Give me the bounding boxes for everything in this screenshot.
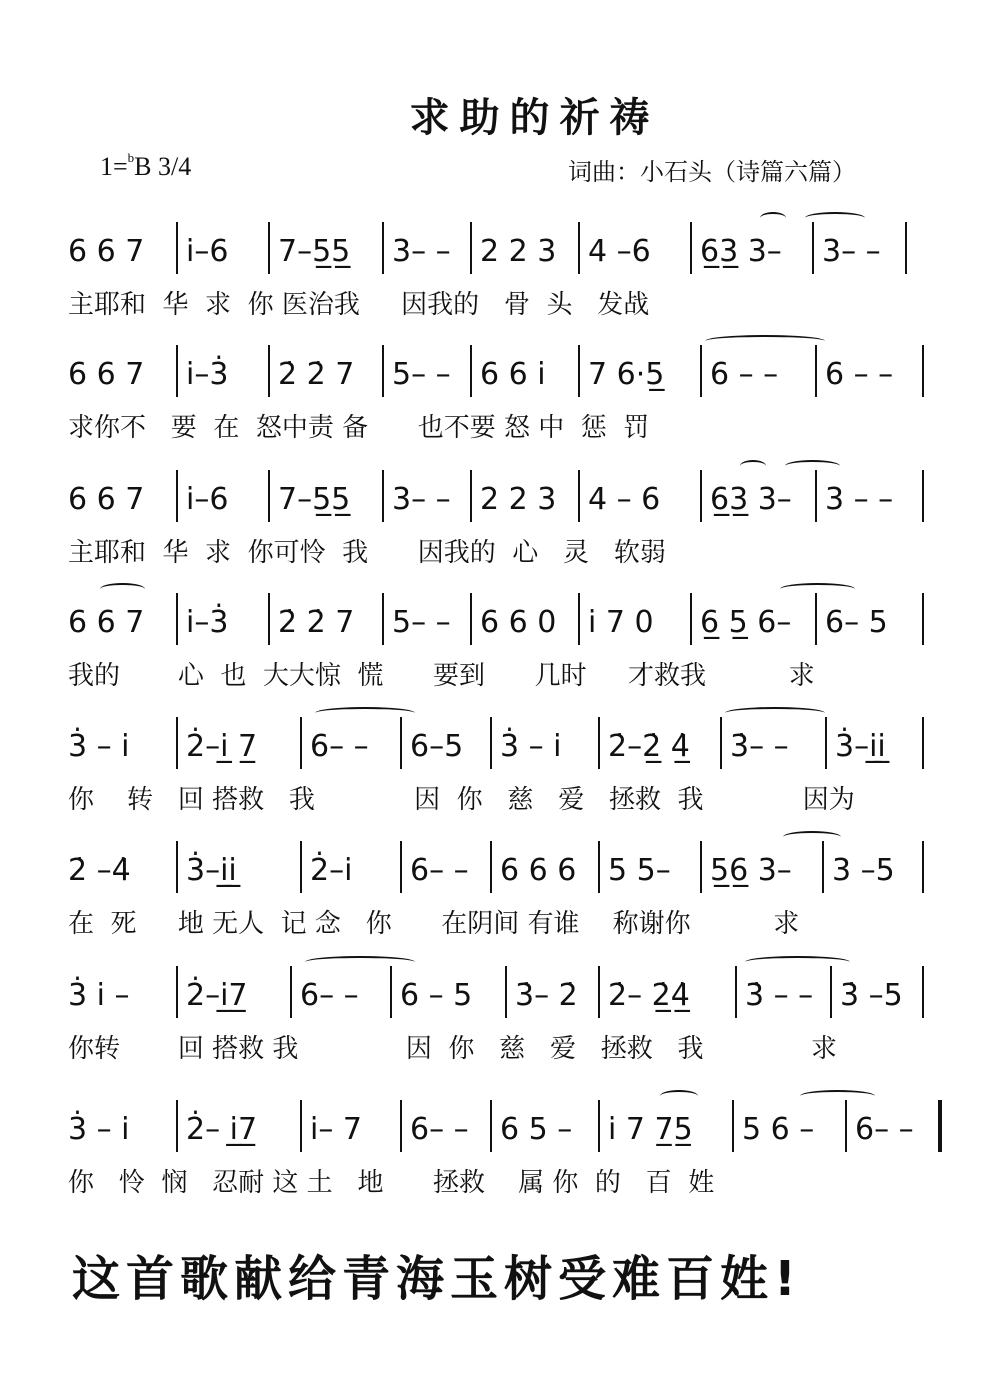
lyrics-line: 求你不 要 在 怒中责 备 也不要 怒 中 惩 罚	[68, 413, 650, 443]
measure	[186, 1106, 296, 1154]
measure	[186, 351, 264, 399]
barline	[176, 841, 178, 893]
tie-slur	[705, 335, 825, 347]
measure	[588, 599, 686, 647]
measure	[588, 228, 686, 276]
barline	[382, 470, 384, 522]
measure-notes: 6– 5	[825, 605, 888, 640]
measure	[822, 228, 901, 276]
notation-system-3	[0, 470, 989, 590]
measure-notes: 6 6 i̇	[480, 357, 546, 392]
barline	[176, 1100, 178, 1152]
barline	[815, 470, 817, 522]
barline	[598, 841, 600, 893]
measure	[68, 351, 162, 399]
tie-slur	[800, 1090, 875, 1102]
measure-notes: 6 – –	[825, 357, 894, 392]
key-prefix: 1=	[100, 152, 128, 181]
measure-notes: 7–5̲5̲	[278, 482, 351, 517]
barline	[470, 222, 472, 274]
barline	[505, 966, 507, 1018]
measure-notes: i̇–3̇	[186, 357, 229, 392]
measure-notes: i̇–6	[186, 234, 229, 269]
flat-sign: b	[127, 150, 135, 165]
measure-notes: 6 – 5	[400, 978, 473, 1013]
measure	[278, 351, 378, 399]
measure	[278, 476, 378, 524]
barline	[690, 222, 692, 274]
measure	[588, 476, 696, 524]
barline	[300, 1100, 302, 1152]
measure	[515, 972, 594, 1020]
measure-notes: 6̲3̲ 3–	[710, 482, 792, 517]
lyrics-line: 在 死 地 无人 记 念 你 在阴间 有谁 称谢你 求	[68, 909, 800, 939]
notes-row	[0, 1100, 989, 1160]
notes-row	[0, 841, 989, 901]
measure-notes: 6 6 7	[68, 234, 145, 269]
key-signature	[100, 152, 191, 182]
measure-notes: i̇–3̇	[186, 605, 229, 640]
measure	[480, 228, 574, 276]
barline	[268, 345, 270, 397]
barline	[700, 345, 702, 397]
tie-slur	[725, 707, 825, 719]
measure	[310, 1106, 396, 1154]
tie-slur	[315, 707, 415, 719]
lyrics-line: 我的 心 也 大大惊 慌 要到 几时 才救我 求	[68, 661, 815, 691]
measure-notes: 3̇ – i̇	[500, 729, 562, 764]
barline	[598, 717, 600, 769]
measure-notes: 2̇–i̲̇ 7̲	[186, 729, 258, 764]
measure-notes: 6–5	[410, 729, 464, 764]
measure-notes: 6 – –	[710, 357, 779, 392]
measure-notes: 7–5̲5̲	[278, 234, 351, 269]
barline	[598, 966, 600, 1018]
measure	[700, 599, 811, 647]
lyrics-line: 主耶和 华 求 你 医治我 因我的 骨 头 发战	[68, 290, 650, 320]
barline	[390, 966, 392, 1018]
measure	[608, 723, 716, 771]
measure-notes: 2̇–i̇	[310, 853, 353, 888]
measure-notes: 3– –	[392, 234, 451, 269]
measure	[608, 1106, 728, 1154]
barline	[700, 841, 702, 893]
measure-notes: 3̇– 2̇	[515, 978, 578, 1013]
barline	[176, 222, 178, 274]
notes-row	[0, 470, 989, 530]
measure-notes: 6– –	[410, 853, 469, 888]
barline	[598, 1100, 600, 1152]
barline	[830, 966, 832, 1018]
notes-row	[0, 345, 989, 405]
song-title: 求助的祈祷	[409, 94, 660, 141]
barline	[290, 966, 292, 1018]
barline	[470, 593, 472, 645]
barline	[400, 717, 402, 769]
barline	[470, 470, 472, 522]
lyrics-line: 你转 回 搭救 我 因 你 慈 爱 拯救 我 求	[68, 1034, 837, 1064]
notation-system-1	[0, 222, 989, 342]
measure	[186, 723, 296, 771]
barline	[176, 966, 178, 1018]
measure	[825, 599, 918, 647]
measure	[608, 972, 731, 1020]
barline	[578, 593, 580, 645]
lyrics-music-credit: 词曲：小石头（诗篇六篇）	[568, 158, 856, 186]
notation-system-7	[0, 966, 989, 1086]
measure	[840, 972, 918, 1020]
end-barline	[905, 222, 907, 274]
barline	[490, 841, 492, 893]
notation-system-4	[0, 593, 989, 713]
measure	[278, 599, 378, 647]
measure-notes: 3̇ – –	[745, 978, 814, 1013]
measure-notes: 3– –	[392, 482, 451, 517]
measure	[410, 1106, 486, 1154]
tie-slur	[740, 460, 766, 472]
lyrics-line: 你 转 回 搭救 我 因 你 慈 爱 拯救 我 因为	[68, 785, 855, 815]
measure-notes: 5 5–	[608, 853, 671, 888]
notation-system-8	[0, 1100, 989, 1220]
measure	[392, 476, 466, 524]
measure-notes: 4 –6	[588, 234, 651, 269]
measure-notes: 2̇ –4̇	[68, 853, 131, 888]
barline	[578, 222, 580, 274]
measure-notes: 3– –	[822, 234, 881, 269]
measure-notes: i̇ 7 7̲5̲	[608, 1112, 693, 1147]
measure	[186, 228, 264, 276]
barline	[822, 841, 824, 893]
measure	[745, 972, 826, 1020]
measure	[186, 847, 296, 895]
end-barline	[922, 470, 924, 522]
tie-slur	[100, 583, 145, 595]
measure	[480, 599, 574, 647]
dedication: 这首歌献给青海玉树受难百姓!	[72, 1251, 802, 1307]
barline	[578, 345, 580, 397]
measure	[710, 351, 811, 399]
measure	[186, 599, 264, 647]
tie-slur	[305, 956, 415, 968]
notation-system-5	[0, 717, 989, 837]
barline	[815, 593, 817, 645]
measure-notes: 3̇–i̲̇i̲̇	[835, 729, 886, 764]
barline	[268, 470, 270, 522]
measure	[392, 351, 466, 399]
barline	[578, 470, 580, 522]
measure-notes: 3 – –	[825, 482, 894, 517]
measure	[835, 723, 918, 771]
measure-notes: 7 6·5̲	[588, 357, 665, 392]
end-barline	[922, 345, 924, 397]
measure-notes: 4 – 6	[588, 482, 661, 517]
end-barline	[938, 1100, 942, 1152]
notation-system-6	[0, 841, 989, 961]
measure	[410, 723, 486, 771]
measure-notes: 3̇ –5	[840, 978, 903, 1013]
measure-notes: 3̇ – i̇	[68, 729, 130, 764]
barline	[176, 470, 178, 522]
measure-notes: 2 2 3	[480, 234, 557, 269]
barline	[400, 1100, 402, 1152]
barline	[382, 222, 384, 274]
measure-notes: 6– –	[310, 729, 369, 764]
measure	[310, 847, 396, 895]
measure	[400, 972, 501, 1020]
tie-slur	[785, 460, 840, 472]
key-rest: B 3/4	[134, 152, 192, 181]
measure	[68, 476, 162, 524]
barline	[812, 222, 814, 274]
measure-notes: i̇ 7 0	[588, 605, 654, 640]
measure-notes: 2̇– i̲̇7̲	[186, 1112, 258, 1147]
measure	[608, 847, 696, 895]
barline	[300, 717, 302, 769]
measure	[730, 723, 821, 771]
barline	[700, 470, 702, 522]
barline	[690, 593, 692, 645]
lyrics-line: 你 怜 悯 忍耐 这 土 地 拯救 属 你 的 百 姓	[68, 1168, 715, 1198]
measure-notes: 3̇– –	[730, 729, 789, 764]
tie-slur	[780, 583, 855, 595]
end-barline	[922, 717, 924, 769]
measure-notes: 2̇– 2̲̇4̲̇	[608, 978, 690, 1013]
measure-notes: 6– –	[855, 1112, 914, 1147]
measure-notes: 6– –	[300, 978, 359, 1013]
measure	[710, 847, 818, 895]
tie-slur	[660, 1090, 698, 1102]
notes-row	[0, 966, 989, 1026]
barline	[470, 345, 472, 397]
measure-notes: 5 6 –	[742, 1112, 815, 1147]
barline	[268, 593, 270, 645]
measure-notes: 6̲ 5̲ 6–	[700, 605, 792, 640]
measure	[480, 351, 574, 399]
barline	[176, 345, 178, 397]
measure	[825, 351, 918, 399]
tie-slur	[783, 831, 841, 843]
lyrics-line: 主耶和 华 求 你可怜 我 因我的 心 灵 软弱	[68, 538, 666, 568]
measure-notes: 2̇–2̲̇ 4̲̇	[608, 729, 690, 764]
measure	[500, 1106, 594, 1154]
end-barline	[922, 966, 924, 1018]
tie-slur	[760, 212, 786, 224]
measure	[410, 847, 486, 895]
measure	[392, 228, 466, 276]
measure-notes: 3 –5	[832, 853, 895, 888]
end-barline	[922, 841, 924, 893]
measure	[310, 723, 396, 771]
measure	[710, 476, 811, 524]
barline	[382, 593, 384, 645]
measure	[742, 1106, 841, 1154]
tie-slur	[745, 956, 850, 968]
measure-notes: 6 6 7	[68, 482, 145, 517]
measure	[832, 847, 918, 895]
barline	[490, 717, 492, 769]
measure	[700, 228, 808, 276]
measure-notes: 5– –	[392, 357, 451, 392]
end-barline	[922, 593, 924, 645]
barline	[732, 1100, 734, 1152]
measure	[186, 476, 264, 524]
measure-notes: 3̇–i̲̇i̲̇	[186, 853, 237, 888]
measure	[278, 228, 378, 276]
barline	[845, 1100, 847, 1152]
measure	[68, 972, 162, 1020]
measure-notes: 6 6 0	[480, 605, 557, 640]
measure-notes: 6– –	[410, 1112, 469, 1147]
measure	[392, 599, 466, 647]
measure-notes: 6̲3̲ 3–	[700, 234, 782, 269]
measure-notes: 3̇ – i̇	[68, 1112, 130, 1147]
barline	[490, 1100, 492, 1152]
notes-row	[0, 717, 989, 777]
measure-notes: 2̇–i̲̇7̲	[186, 978, 248, 1013]
measure-notes: 2̇ 2̇ 7	[278, 605, 355, 640]
barline	[720, 717, 722, 769]
measure	[855, 1106, 934, 1154]
measure	[68, 599, 162, 647]
barline	[825, 717, 827, 769]
measure-notes: 5̲6̲ 3–	[710, 853, 792, 888]
measure	[68, 1106, 162, 1154]
measure-notes: i̇–6	[186, 482, 229, 517]
barline	[176, 593, 178, 645]
measure-notes: 6 6 7	[68, 605, 145, 640]
measure	[300, 972, 386, 1020]
measure-notes: 2̇ 2̇ 7	[278, 357, 355, 392]
measure	[588, 351, 696, 399]
measure-notes: 6 6 6	[500, 853, 577, 888]
measure	[500, 723, 594, 771]
barline	[815, 345, 817, 397]
barline	[400, 841, 402, 893]
measure	[186, 972, 286, 1020]
measure	[68, 847, 162, 895]
barline	[735, 966, 737, 1018]
notation-system-2	[0, 345, 989, 465]
barline	[176, 717, 178, 769]
tie-slur	[805, 212, 865, 224]
measure	[68, 228, 162, 276]
measure-notes: i̇– 7	[310, 1112, 362, 1147]
barline	[268, 222, 270, 274]
measure	[68, 723, 162, 771]
measure-notes: 3̇ i̇ –	[68, 978, 130, 1013]
measure	[825, 476, 918, 524]
measure-notes: 6 6 7	[68, 357, 145, 392]
measure-notes: 6 5 –	[500, 1112, 573, 1147]
measure	[480, 476, 574, 524]
notes-row	[0, 593, 989, 653]
barline	[300, 841, 302, 893]
measure	[500, 847, 594, 895]
measure-notes: 2 2 3	[480, 482, 557, 517]
measure-notes: 5– –	[392, 605, 451, 640]
barline	[382, 345, 384, 397]
notes-row	[0, 222, 989, 282]
